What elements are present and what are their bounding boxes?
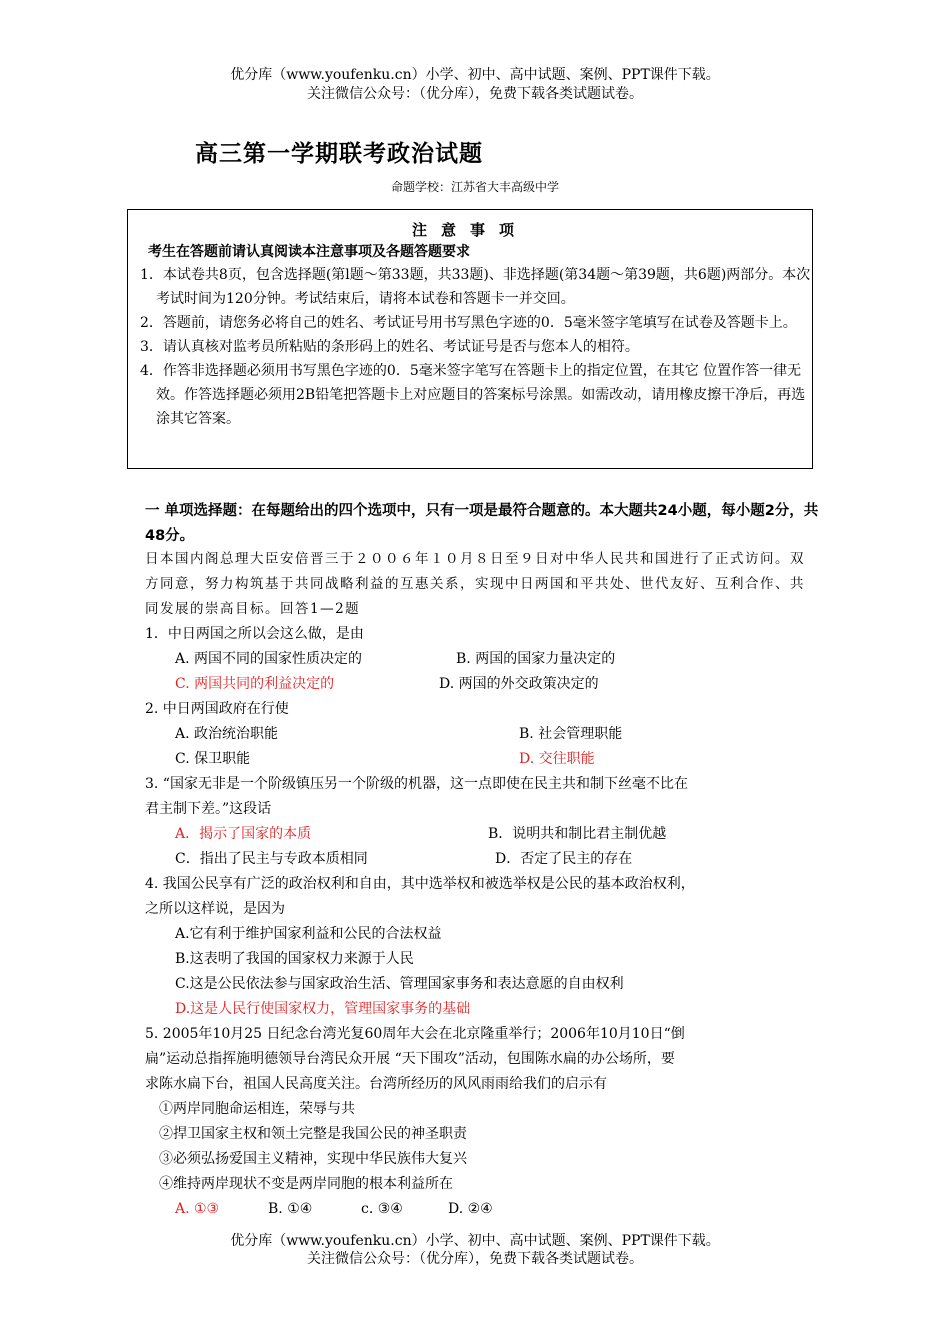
q5-stem-3: 求陈水扁下台，祖国人民高度关注。台湾所经历的风风雨雨给我们的启示有 — [145, 1076, 607, 1092]
section-title: 一 单项选择题：在每题给出的四个选项中，只有一项是最符合题意的。本大题共24小题，每小题2分，共48分。 — [145, 503, 819, 544]
q5-option-c: c. ③④ — [361, 1201, 403, 1217]
q1-options-row-1 — [145, 647, 815, 672]
q5-option-d: D. ②④ — [448, 1201, 493, 1217]
notice-item: 4．作答非选择题必须用书写黑色字迹的0．5毫米签字笔写在答题卡上的指定位置，在其它 位置作答一律无效。作答选择题必须用2B铅笔把答题卡上对应题目的答案标号涂黑。如需改动，请用橡皮擦干净后，再选涂其它答案。 — [140, 363, 806, 427]
q1-option-a: A. 两国不同的国家性质决定的 — [175, 651, 363, 667]
header-line-1: 优分库（www.youfenku.cn）小学、初中、高中试题、案例、PPT课件下载。 — [230, 67, 720, 83]
q3-option-b: B．说明共和制比君主制优越 — [488, 826, 667, 842]
header-line-2: 关注微信公众号：（优分库），免费下载各类试题试卷。 — [307, 86, 643, 102]
q5-statement-2: ②捍卫国家主权和领土完整是我国公民的神圣职责 — [159, 1126, 467, 1142]
q5-stem-1: 5. 2005年10月25 日纪念台湾光复60周年大会在北京隆重举行；2006年10月10日“倒 — [145, 1026, 685, 1042]
q1-options-row-2 — [145, 672, 815, 697]
notice-item: 2．答题前，请您务必将自己的姓名、考试证号用书写黑色字迹的0．5毫米签字笔填写在试卷及答题卡上。 — [140, 315, 797, 331]
footer-line-2: 关注微信公众号：（优分库），免费下载各类试题试卷。 — [307, 1251, 643, 1267]
q1-option-c-answer: C. 两国共同的利益决定的 — [175, 676, 335, 692]
q3-options-row-2 — [145, 847, 815, 872]
q4-option-a: A.它有利于维护国家利益和公民的合法权益 — [175, 926, 442, 942]
q3-stem-1: 3. “国家无非是一个阶级镇压另一个阶级的机器，这一点即使在民主共和制下丝毫不比在 — [145, 776, 688, 792]
q3-option-c: C．指出了民主与专政本质相同 — [175, 851, 368, 867]
q5-option-a-answer: A. ①③ — [175, 1201, 220, 1217]
notice-title: 注意事项 — [411, 221, 528, 239]
q2-option-d-answer: D. 交往职能 — [519, 751, 595, 767]
intro-passage: 日本国内阁总理大臣安倍晋三于２００６年１０月８日至９日对中华人民共和国进行了正式访问。双方同意，努力构筑基于共同战略利益的互惠关系，实现中日两国和平共处、世代友好、互利合作、共同发展的崇高目标。回答1—2题 — [145, 551, 805, 617]
q5-stem-2: 扁”运动总指挥施明德领导台湾民众开展 “天下围攻”活动，包围陈水扁的办公场所，要 — [145, 1051, 675, 1067]
q3-option-d: D．否定了民主的存在 — [495, 851, 633, 867]
q5-options-row — [145, 1197, 815, 1222]
q4-stem-1: 4. 我国公民享有广泛的政治权利和自由，其中选举权和被选举权是公民的基本政治权利， — [145, 876, 695, 892]
q1-option-b: B. 两国的国家力量决定的 — [456, 651, 616, 667]
q3-stem-2: 君主制下差。”这段话 — [145, 801, 272, 817]
q4-option-d-answer: D.这是人民行使国家权力，管理国家事务的基础 — [175, 1001, 471, 1017]
q2-options-row-1 — [145, 722, 815, 747]
q5-statement-4: ④维持两岸现状不变是两岸同胞的根本利益所在 — [159, 1176, 453, 1192]
q3-option-a-answer: A．揭示了国家的本质 — [175, 826, 312, 842]
q5-statement-1: ①两岸同胞命运相连，荣辱与共 — [159, 1101, 355, 1117]
notice-subtitle: 考生在答题前请认真阅读本注意事项及各题答题要求 — [148, 244, 470, 260]
q2-option-c: C. 保卫职能 — [175, 751, 251, 767]
q4-option-b: B.这表明了我国的国家权力来源于人民 — [175, 951, 414, 967]
q5-statement-3: ③必须弘扬爱国主义精神，实现中华民族伟大复兴 — [159, 1151, 467, 1167]
notice-item: 3．请认真核对监考员所粘贴的条形码上的姓名、考试证号是否与您本人的相符。 — [140, 339, 639, 355]
q4-option-c: C.这是公民依法参与国家政治生活、管理国家事务和表达意愿的自由权利 — [175, 976, 624, 992]
q5-option-b: B. ①④ — [268, 1201, 313, 1217]
school-line: 命题学校：江苏省大丰高级中学 — [390, 180, 559, 194]
q2-options-row-2 — [145, 747, 815, 772]
page-title: 高三第一学期联考政治试题 — [195, 141, 483, 167]
footer-line-1: 优分库（www.youfenku.cn）小学、初中、高中试题、案例、PPT课件下载。 — [230, 1233, 720, 1249]
q1-option-d: D. 两国的外交政策决定的 — [439, 676, 599, 692]
notice-box — [127, 209, 813, 469]
q2-option-a: A. 政治统治职能 — [175, 726, 279, 742]
q3-options-row-1 — [145, 822, 815, 847]
q4-stem-2: 之所以这样说，是因为 — [145, 901, 285, 917]
q1-stem: 1．中日两国之所以会这么做，是由 — [145, 626, 364, 642]
q2-option-b: B. 社会管理职能 — [519, 726, 623, 742]
question-list — [145, 622, 815, 1222]
notice-item: 1．本试卷共8页，包含选择题(第l题～第33题，共33题)、非选择题(第34题～第39题，共6题)两部分。本次考试时间为120分钟。考试结束后，请将本试卷和答题卡一并交回。 — [140, 267, 811, 307]
q2-stem: 2. 中日两国政府在行使 — [145, 701, 289, 717]
